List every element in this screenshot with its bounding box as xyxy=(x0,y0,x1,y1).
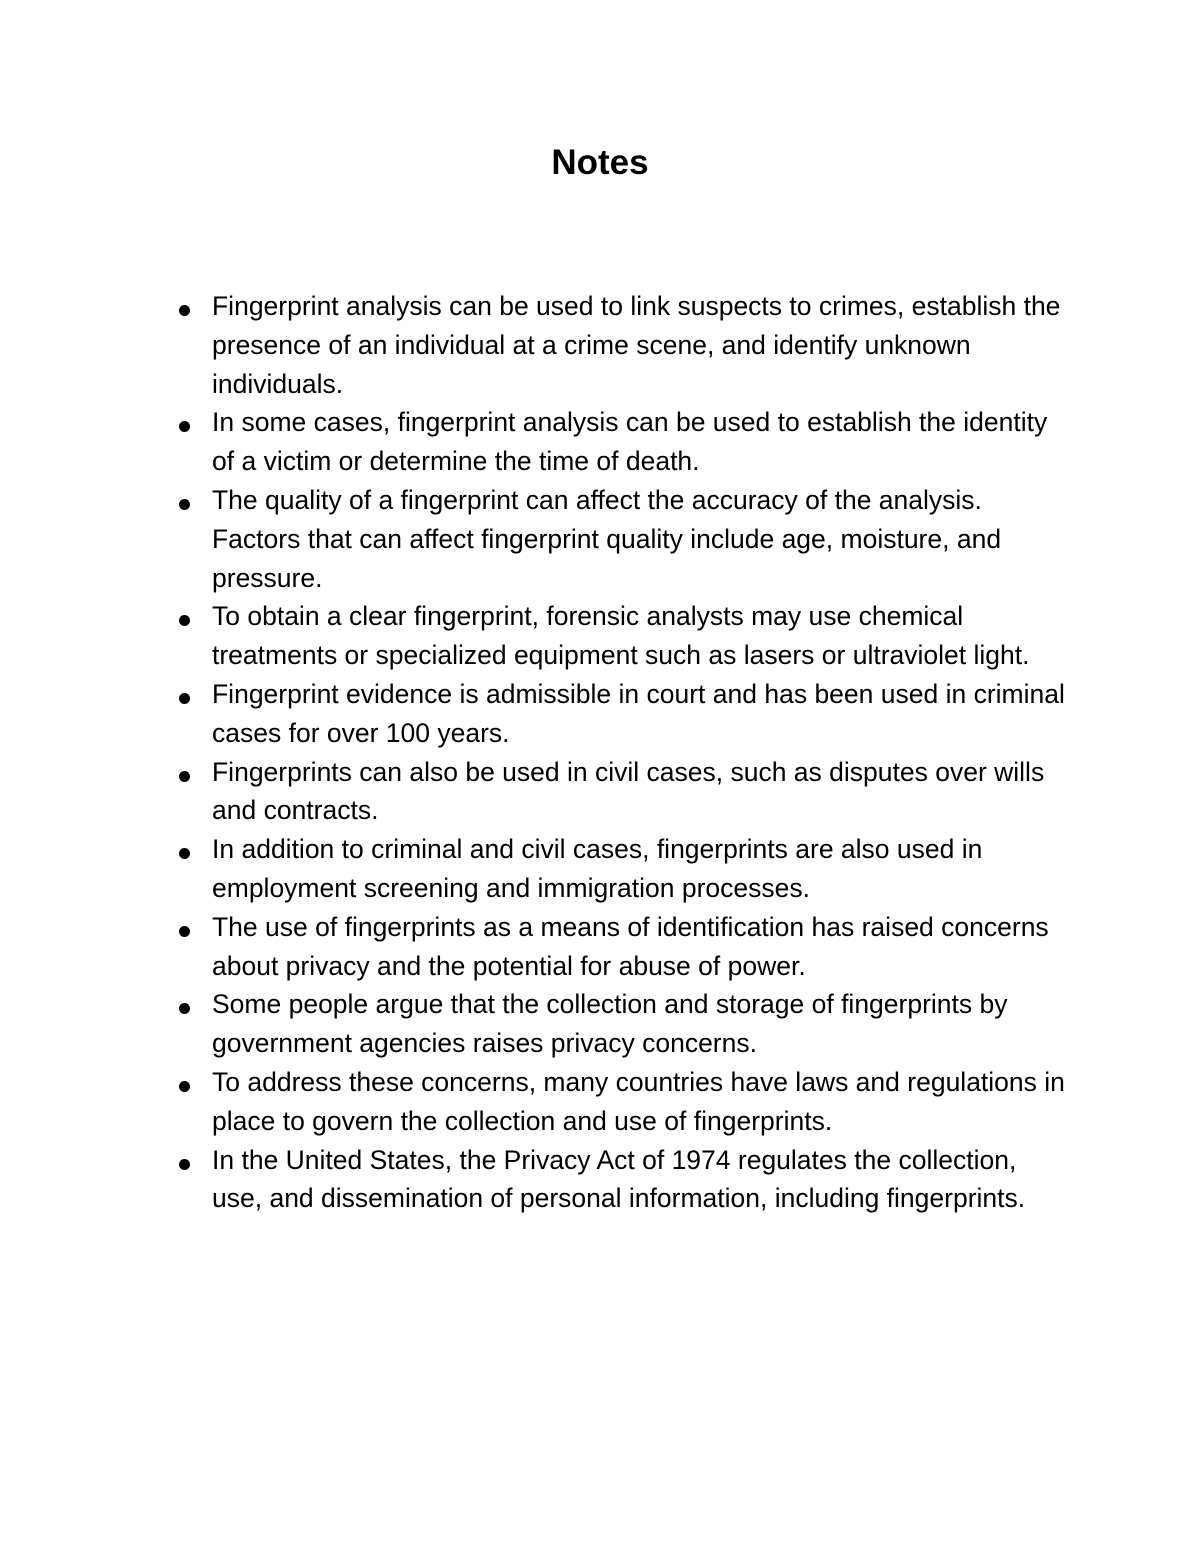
list-item-text: In addition to criminal and civil cases, fingerprints are also used in employment screening and immigration processes. xyxy=(212,834,983,903)
list-item-text: In the United States, the Privacy Act of 1974 regulates the collection, use, and dissemination of personal information, including fingerprints. xyxy=(212,1144,1026,1214)
bullet-icon xyxy=(179,499,190,510)
list-item-text: To obtain a clear fingerprint, forensic analysts may use chemical treatments or specialized equipment such as lasers or ultraviolet light. xyxy=(212,601,1030,671)
list-item xyxy=(212,1063,1072,1141)
bullet-icon xyxy=(179,848,190,859)
bullet-icon xyxy=(179,305,190,316)
list-item xyxy=(212,985,1072,1063)
bullet-icon xyxy=(179,926,190,937)
bullet-icon xyxy=(179,771,190,782)
list-item xyxy=(212,908,1072,986)
page-title: Notes xyxy=(551,143,649,182)
list-item-text: Fingerprint evidence is admissible in court and has been used in criminal cases for over 100 years. xyxy=(212,678,1065,748)
list-item xyxy=(212,287,1072,403)
list-item-text: The use of fingerprints as a means of identification has raised concerns about privacy and the potential for abuse of power. xyxy=(212,911,1049,981)
list-item xyxy=(212,597,1072,675)
bullet-icon xyxy=(179,1159,190,1170)
list-item-text: Fingerprint analysis can be used to link suspects to crimes, establish the presence of an individual at a crime scene, and identify unknown individuals. xyxy=(212,291,1061,399)
bullet-icon xyxy=(179,421,190,432)
list-item xyxy=(212,830,1072,908)
bullet-icon xyxy=(179,693,190,704)
list-item-text: The quality of a fingerprint can affect the accuracy of the analysis. Factors that can affect fingerprint quality include age, moisture, and pressure. xyxy=(212,484,1002,593)
bullet-icon xyxy=(179,615,190,626)
list-item xyxy=(212,403,1072,481)
bullet-icon xyxy=(179,1003,190,1014)
list-item-text: Some people argue that the collection and storage of fingerprints by government agencies raises privacy concerns. xyxy=(212,989,1008,1059)
list-item xyxy=(212,753,1072,831)
bullet-icon xyxy=(179,1081,190,1092)
list-item-text: Fingerprints can also be used in civil cases, such as disputes over wills and contracts. xyxy=(212,756,1045,826)
notes-list xyxy=(212,287,1072,1218)
list-item-text: In some cases, fingerprint analysis can be used to establish the identity of a victim or determine the time of death. xyxy=(212,407,1048,477)
list-item-text: To address these concerns, many countries have laws and regulations in place to govern the collection and use of fingerprints. xyxy=(212,1066,1065,1136)
list-item xyxy=(212,481,1072,597)
list-item xyxy=(212,1141,1072,1219)
list-item xyxy=(212,675,1072,753)
